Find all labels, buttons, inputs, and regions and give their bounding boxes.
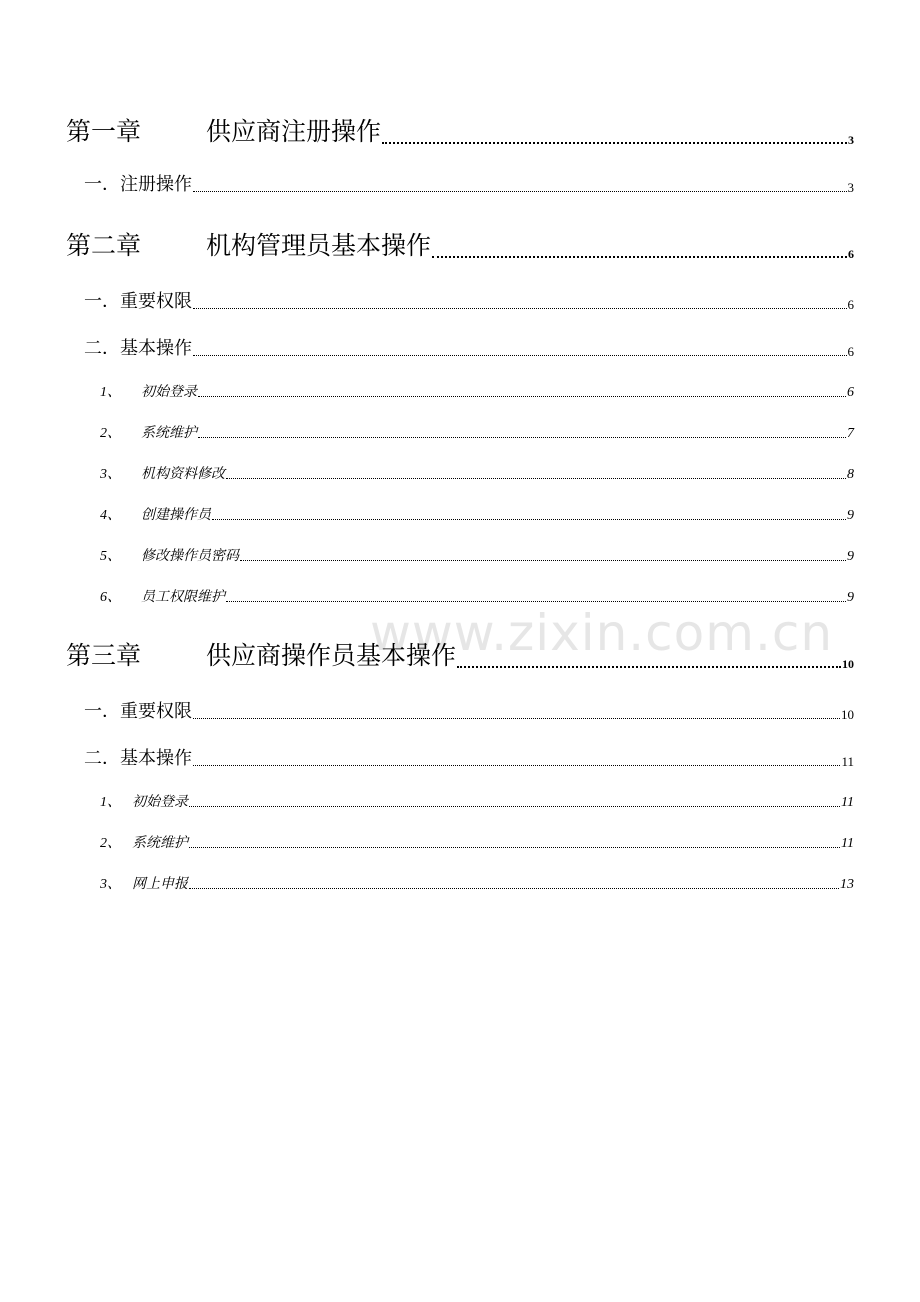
toc-section[interactable]: [84, 287, 854, 313]
item-number: 1、: [100, 385, 121, 400]
item-title: 初始登录: [132, 794, 188, 810]
section-number: 二．: [84, 748, 120, 769]
toc-item[interactable]: [100, 381, 854, 401]
dot-leader: [226, 601, 846, 602]
section-title: 注册操作: [120, 174, 192, 195]
item-number: 3、: [100, 467, 121, 482]
page-number: 9: [847, 508, 854, 523]
toc-item[interactable]: [100, 422, 854, 442]
page-number: 6: [847, 385, 854, 400]
section-title: 重要权限: [120, 291, 192, 312]
dot-leader: [198, 396, 846, 397]
toc-item[interactable]: [100, 832, 854, 852]
dot-leader: [382, 142, 847, 144]
page-number: 6: [847, 297, 854, 312]
dot-leader: [189, 806, 840, 807]
page-number: 11: [841, 795, 854, 810]
toc-item[interactable]: [100, 586, 854, 606]
toc-section[interactable]: [84, 170, 854, 196]
item-number: 3、: [100, 877, 121, 892]
page-number: 3: [847, 180, 854, 195]
dot-leader: [193, 355, 847, 356]
item-title: 系统维护: [132, 835, 188, 851]
dot-leader: [193, 191, 847, 192]
item-number: 2、: [100, 836, 121, 851]
dot-leader: [189, 847, 840, 848]
page-number: 7: [847, 426, 854, 441]
item-title: 初始登录: [141, 384, 197, 400]
chapter-number: 第一章: [66, 117, 142, 146]
section-number: 二．: [84, 338, 120, 359]
page-number: 8: [847, 467, 854, 482]
item-title: 机构资料修改: [141, 466, 225, 482]
page-number: 3: [848, 133, 854, 147]
page-number: 10: [841, 707, 854, 722]
section-number: 一．: [84, 701, 120, 722]
page-number: 9: [847, 549, 854, 564]
toc-section[interactable]: [84, 697, 854, 723]
page-number: 9: [847, 590, 854, 605]
item-title: 创建操作员: [141, 507, 211, 523]
chapter-title: 机构管理员基本操作: [206, 231, 432, 260]
item-number: 2、: [100, 426, 121, 441]
page-number: 6: [848, 247, 854, 261]
section-title: 重要权限: [120, 701, 192, 722]
chapter-number: 第二章: [66, 231, 142, 260]
section-title: 基本操作: [120, 338, 192, 359]
dot-leader: [226, 478, 846, 479]
chapter-title: 供应商注册操作: [206, 117, 382, 146]
toc-section[interactable]: [84, 744, 854, 770]
item-title: 员工权限维护: [141, 589, 225, 605]
dot-leader: [193, 765, 840, 766]
item-title: 网上申报: [132, 876, 188, 892]
item-number: 6、: [100, 590, 121, 605]
dot-leader: [198, 437, 846, 438]
toc-item[interactable]: [100, 545, 854, 565]
toc-item[interactable]: [100, 791, 854, 811]
toc-item[interactable]: [100, 463, 854, 483]
dot-leader: [193, 308, 847, 309]
page-number: 11: [841, 754, 854, 769]
toc-item[interactable]: [100, 504, 854, 524]
dot-leader: [240, 560, 846, 561]
section-number: 一．: [84, 291, 120, 312]
section-number: 一．: [84, 174, 120, 195]
dot-leader: [189, 888, 839, 889]
toc-item[interactable]: [100, 873, 854, 893]
item-title: 系统维护: [141, 425, 197, 441]
page-number: 13: [840, 877, 854, 892]
item-number: 1、: [100, 795, 121, 810]
dot-leader: [193, 718, 840, 719]
watermark: www.zixin.com.cn: [370, 604, 834, 662]
toc-chapter-2[interactable]: [66, 222, 854, 262]
page-number: 6: [847, 344, 854, 359]
item-number: 5、: [100, 549, 121, 564]
dot-leader: [212, 519, 846, 520]
item-title: 修改操作员密码: [141, 548, 239, 564]
toc-chapter-3[interactable]: [66, 632, 854, 672]
chapter-number: 第三章: [66, 641, 142, 670]
toc-section[interactable]: [84, 334, 854, 360]
item-number: 4、: [100, 508, 121, 523]
page-number: 10: [842, 657, 854, 671]
section-title: 基本操作: [120, 748, 192, 769]
dot-leader: [432, 256, 847, 258]
dot-leader: [457, 666, 841, 668]
page-number: 11: [841, 836, 854, 851]
toc-chapter-1[interactable]: [66, 108, 854, 148]
chapter-title: 供应商操作员基本操作: [206, 641, 457, 670]
